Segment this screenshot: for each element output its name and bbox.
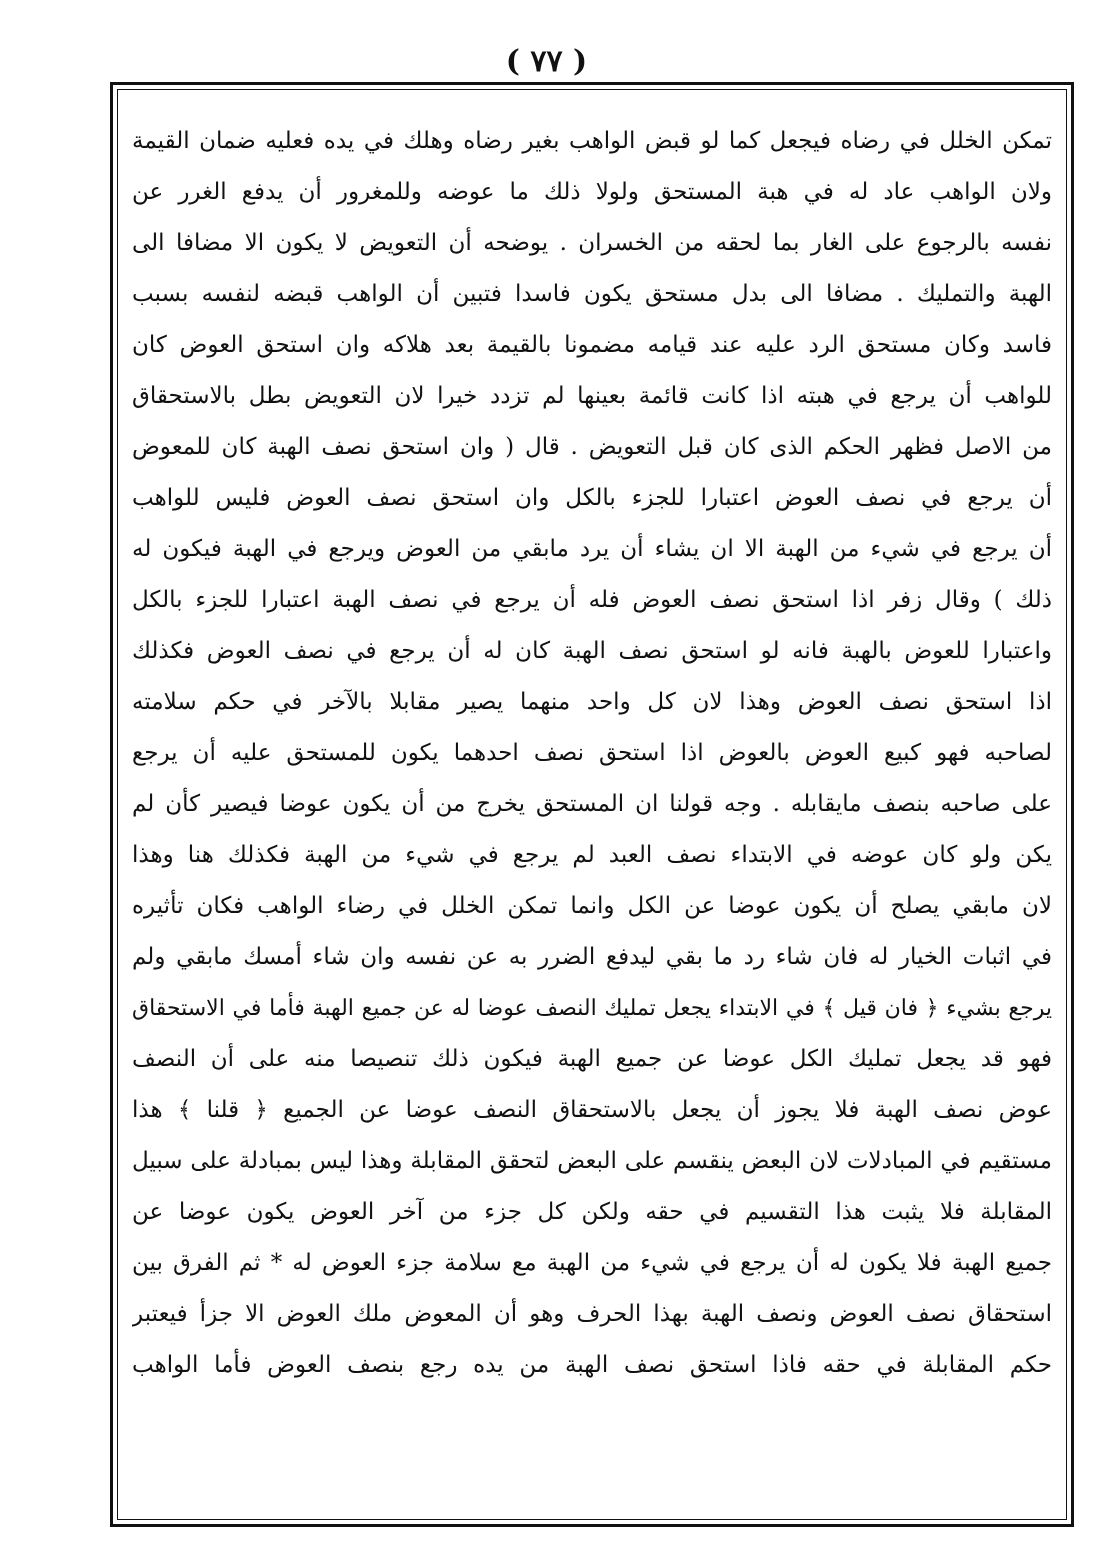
text-line: المقابلة فلا يثبت هذا التقسيم في حقه ولكن كل جزء من آخر العوض يكون عوضا عن — [132, 1199, 1052, 1225]
text-line: استحقاق نصف العوض ونصف الهبة بهذا الحرف وهو أن المعوض ملك العوض الا جزأ فيعتبر — [132, 1301, 1052, 1327]
text-line: يكن ولو كان عوضه في الابتداء نصف العبد لم يرجع في شيء من الهبة فكذلك هنا وهذا — [132, 842, 1052, 868]
text-body — [132, 116, 1052, 1391]
text-line: للواهب أن يرجع في هبته اذا كانت قائمة بعينها لم تزدد خيرا لان التعويض بطل بالاستحقاق — [132, 383, 1052, 409]
text-line: تمكن الخلل في رضاه فيجعل كما لو قبض الواهب بغير رضاه وهلك في يده فعليه ضمان القيمة — [132, 128, 1052, 154]
text-line: لصاحبه فهو كبيع العوض بالعوض اذا استحق نصف احدهما يكون للمستحق عليه أن يرجع — [132, 740, 1052, 766]
text-line: فهو قد يجعل تمليك الكل عوضا عن جميع الهبة فيكون ذلك تنصيصا منه على أن النصف — [132, 1046, 1052, 1072]
page-number: ( ٧٧ ) — [505, 44, 588, 79]
text-line: حكم المقابلة في حقه فاذا استحق نصف الهبة من يده رجع بنصف العوض فأما الواهب — [132, 1352, 1052, 1378]
text-line: اذا استحق نصف العوض وهذا لان كل واحد منهما يصير مقابلا بالآخر في حكم سلامته — [132, 689, 1052, 715]
text-line: أن يرجع في نصف العوض اعتبارا للجزء بالكل وان استحق نصف العوض فليس للواهب — [132, 485, 1052, 511]
text-line: واعتبارا للعوض بالهبة فانه لو استحق نصف الهبة كان له أن يرجع في نصف العوض فكذلك — [132, 638, 1052, 664]
text-line: من الاصل فظهر الحكم الذى كان قبل التعويض . قال ( وان استحق نصف الهبة كان للمعوض — [132, 434, 1052, 460]
text-line: في اثبات الخيار له فان شاء رد ما بقي ليدفع الضرر به عن نفسه وان شاء أمسك مابقي ولم — [132, 944, 1052, 970]
text-line: الهبة والتمليك . مضافا الى بدل مستحق يكون فاسدا فتبين أن الواهب قبضه لنفسه بسبب — [132, 281, 1052, 307]
text-line: أن يرجع في شيء من الهبة الا ان يشاء أن يرد مابقي من العوض ويرجع في الهبة فيكون له — [132, 536, 1052, 562]
text-line: فاسد وكان مستحق الرد عليه عند قيامه مضمونا بالقيمة بعد هلاكه وان استحق العوض كان — [132, 332, 1052, 358]
text-line: نفسه بالرجوع على الغار بما لحقه من الخسران . يوضحه أن التعويض لا يكون الا مضافا الى — [132, 230, 1052, 256]
text-line: عوض نصف الهبة فلا يجوز أن يجعل بالاستحقاق النصف عوضا عن الجميع ﴿ قلنا ﴾ هذا — [132, 1097, 1052, 1123]
text-line: ذلك ) وقال زفر اذا استحق نصف العوض فله أن يرجع في نصف الهبة اعتبارا للجزء بالكل — [132, 587, 1052, 613]
text-line: جميع الهبة فلا يكون له أن يرجع في شيء من الهبة مع سلامة جزء العوض له * ثم الفرق بين — [132, 1250, 1052, 1276]
text-line: لان مابقي يصلح أن يكون عوضا عن الكل وانما تمكن الخلل في رضاء الواهب فكان تأثيره — [132, 893, 1052, 919]
text-line: مستقيم في المبادلات لان البعض ينقسم على البعض لتحقق المقابلة وهذا ليس بمبادلة على سبيل — [132, 1148, 1052, 1174]
text-line: ولان الواهب عاد له في هبة المستحق ولولا ذلك ما عوضه وللمغرور أن يدفع الغرر عن — [132, 179, 1052, 205]
text-line: يرجع بشيء ﴿ فان قيل ﴾ في الابتداء يجعل تمليك النصف عوضا له عن جميع الهبة فأما في الاستحقاق — [132, 996, 1052, 1021]
text-line: على صاحبه بنصف مايقابله . وجه قولنا ان المستحق يخرج من أن يكون عوضا فيصير كأن لم — [132, 791, 1052, 817]
